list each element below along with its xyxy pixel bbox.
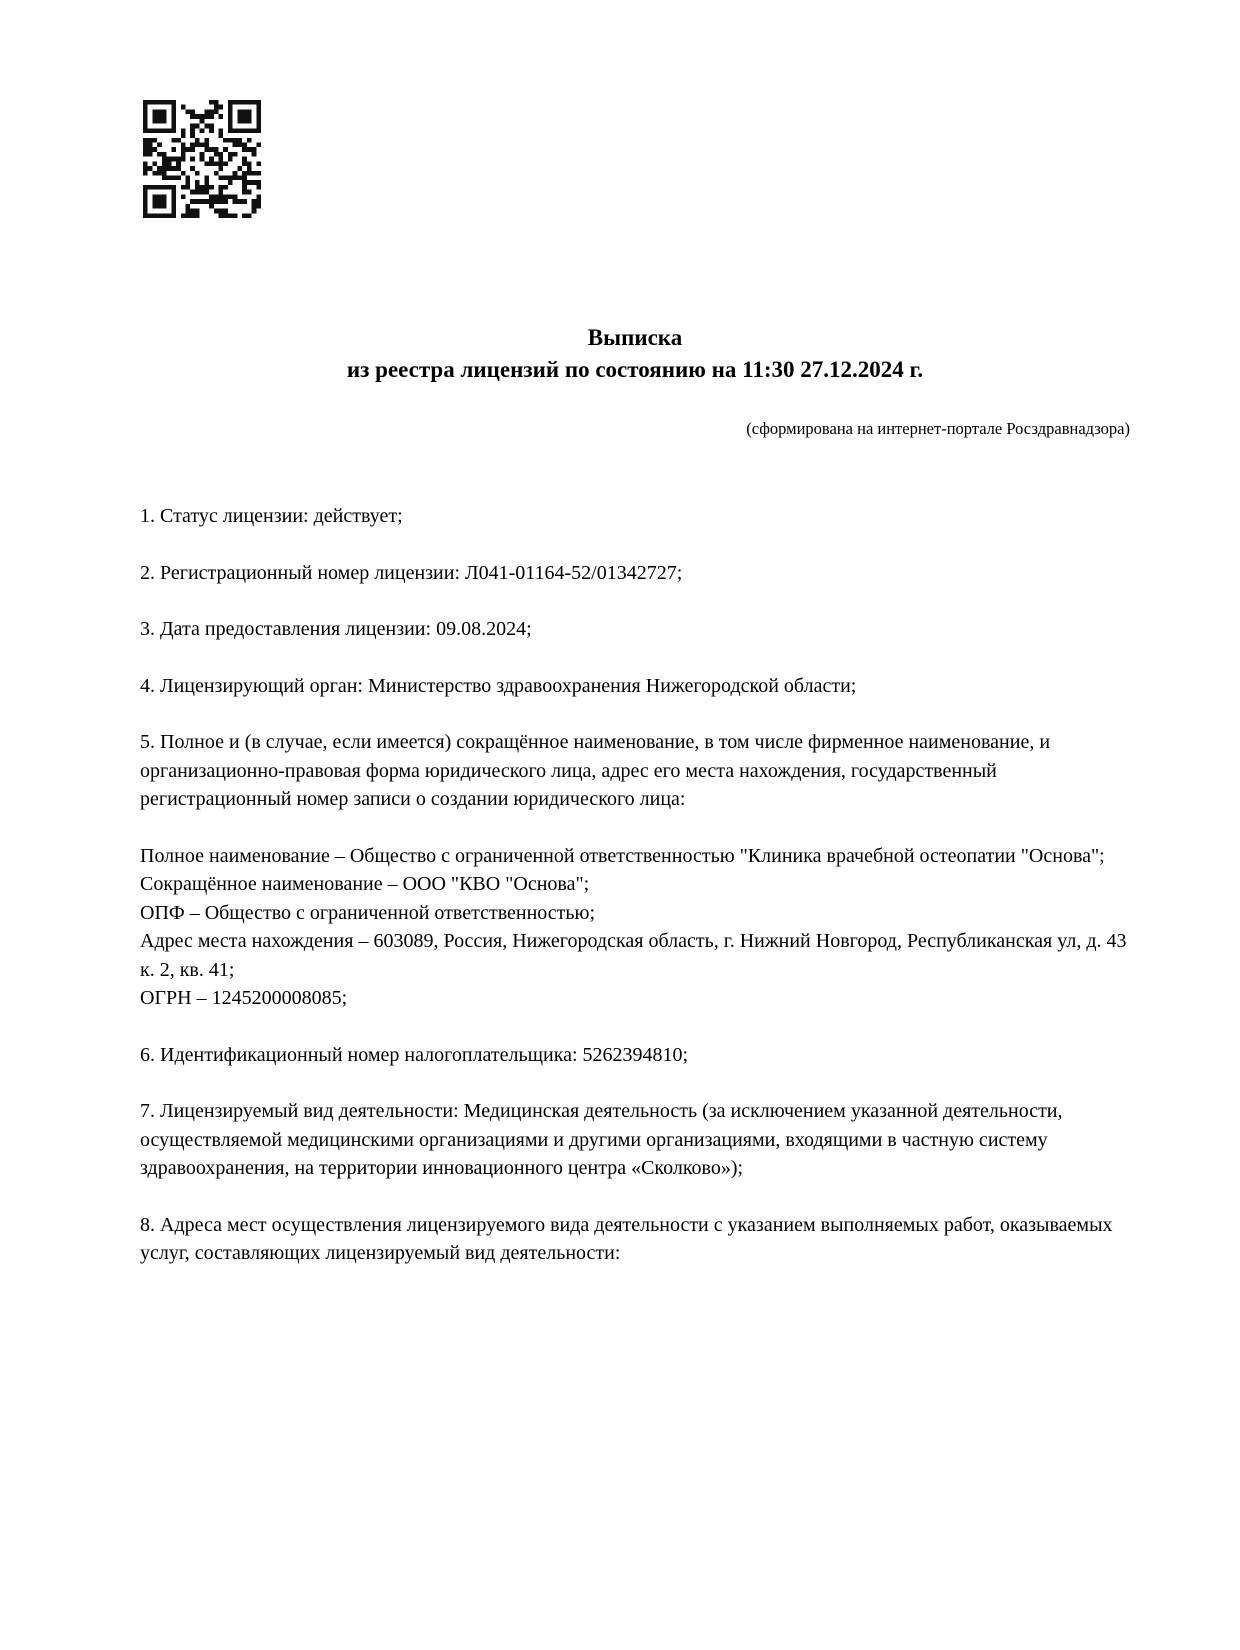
- paragraph-activity-type: 7. Лицензируемый вид деятельности: Медицинская деятельность (за исключением указанной деятельности, осуществляемой медицинскими организациями и другими организациями, входящими в частную систему здравоохранения, на территории инновационного центра «Сколково»);: [140, 1100, 1063, 1179]
- paragraph-licensing-authority: 4. Лицензирующий орган: Министерство здравоохранения Нижегородской области;: [140, 674, 857, 697]
- paragraph-grant-date: 3. Дата предоставления лицензии: 09.08.2024;: [140, 618, 532, 640]
- paragraph-inn: 6. Идентификационный номер налогоплательщика: 5262394810;: [140, 1043, 689, 1066]
- title-line-2: из реестра лицензий по состоянию на 11:30 27.12.2024 г.: [346, 357, 924, 382]
- org-details-block: [140, 842, 1130, 1013]
- org-address-line: Адрес места нахождения – 603089, Россия, Нижегородская область, г. Нижний Новгород, Республиканская ул, д. 43 к. 2, кв. 41;: [140, 930, 1127, 981]
- org-full-name-line: Полное наименование – Общество с ограниченной ответственностью "Клиника врачебной остеопатии "Основа";: [140, 844, 1105, 867]
- paragraph-license-status: 1. Статус лицензии: действует;: [140, 505, 403, 527]
- document-content: [140, 0, 1130, 1296]
- paragraph-addresses-intro: 8. Адреса мест осуществления лицензируемого вида деятельности с указанием выполняемых работ, оказываемых услуг, составляющих лицензируемый вид деятельности:: [140, 1213, 1113, 1264]
- org-legal-form-line: ОПФ – Общество с ограниченной ответственностью;: [140, 901, 596, 924]
- paragraph-registration-number: 2. Регистрационный номер лицензии: Л041-01164-52/01342727;: [140, 561, 683, 584]
- title-line-1: Выписка: [587, 325, 683, 350]
- paragraph-org-info-intro: 5. Полное и (в случае, если имеется) сокращённое наименование, в том числе фирменное наименование, и организационно-правовая форма юридического лица, адрес его места нахождения, государственный регистрационный номер записи о создании юридического лица:: [140, 731, 1051, 810]
- org-short-name-line: Сокращённое наименование – ООО "КВО "Основа";: [140, 873, 590, 895]
- org-ogrn-line: ОГРН – 1245200008085;: [140, 987, 348, 1009]
- subtitle-note: (сформирована на интернет-портале Росздравнадзора): [746, 419, 1130, 438]
- document-title: [140, 322, 1130, 386]
